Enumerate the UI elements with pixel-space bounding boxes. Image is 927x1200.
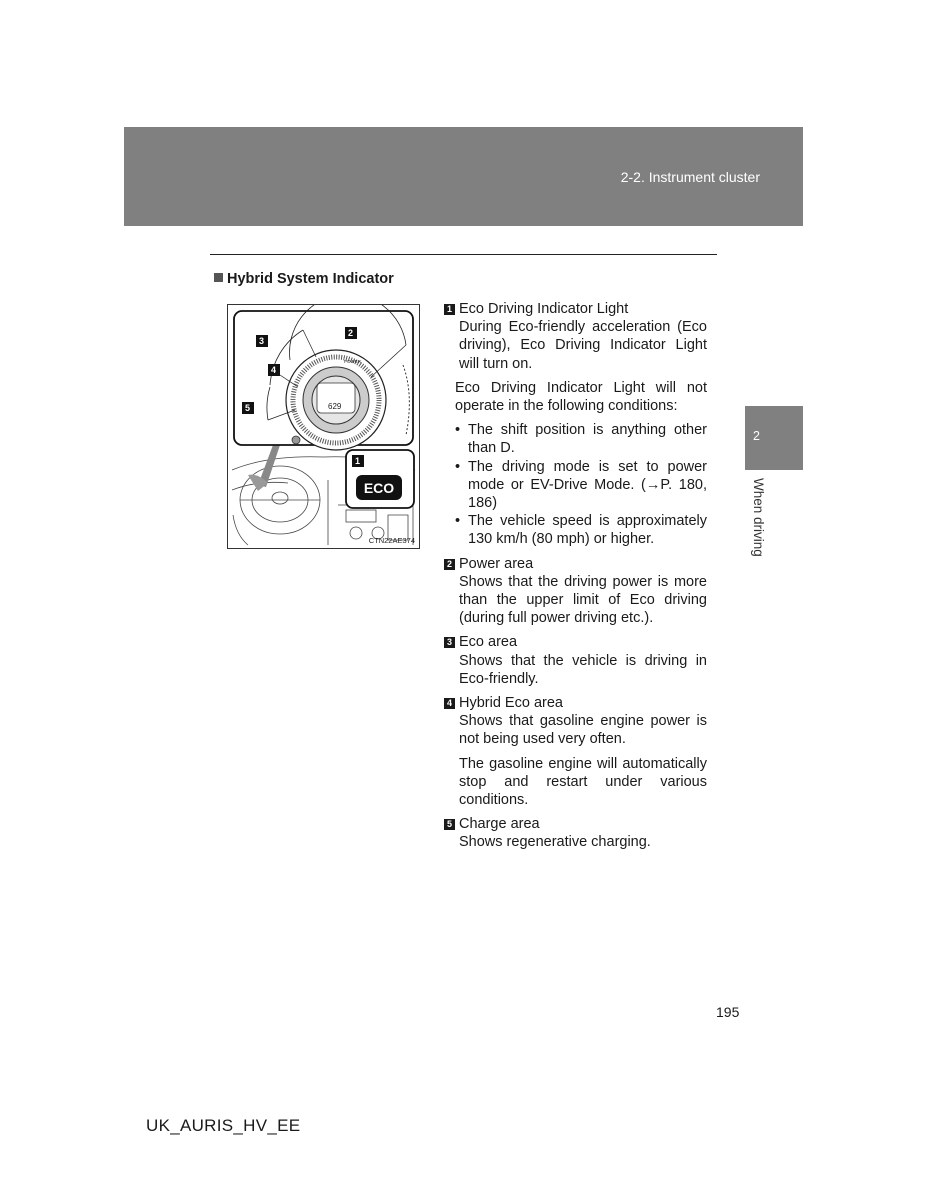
- figure-illustration: [228, 305, 419, 548]
- power-label: POWER: [344, 359, 362, 364]
- item-body-secondary: The gasoline engine will automatically stop and restart under various conditions.: [459, 755, 707, 809]
- item-number: 3: [444, 637, 455, 648]
- description-column: [444, 300, 707, 858]
- divider: [210, 254, 717, 255]
- section-title-text: Hybrid System Indicator: [227, 271, 394, 287]
- list-item: • The shift position is anything other than D.: [455, 421, 707, 457]
- callout-3-label: 3: [259, 336, 265, 346]
- figure-caption: CTN22AE374: [368, 536, 415, 545]
- instrument-figure: [227, 304, 420, 549]
- condition-list: [455, 421, 707, 548]
- chapter-label-text: When driving: [751, 478, 766, 557]
- item-number: 5: [444, 819, 455, 830]
- item-body: Shows that the driving power is more than the upper limit of Eco driving (during full power driving etc.).: [459, 573, 707, 627]
- item-number: 2: [444, 559, 455, 570]
- header-band: [124, 127, 803, 226]
- callout-5-label: 5: [245, 403, 251, 413]
- eco-label: ECO: [363, 480, 395, 496]
- list-item: • The driving mode is set to power mode or EV-Drive Mode. (→P. 180, 186): [455, 458, 707, 513]
- item-title: Charge area: [459, 816, 540, 833]
- document-code: UK_AURIS_HV_EE: [146, 1116, 301, 1135]
- item-body: Shows that the vehicle is driving in Eco-friendly.: [459, 652, 707, 687]
- chapter-tab: [745, 406, 803, 470]
- item-number: 1: [444, 304, 455, 315]
- item-title: Eco area: [459, 634, 518, 651]
- item-power-area: [444, 555, 707, 628]
- chapter-number: 2: [753, 429, 760, 443]
- item-charge-area: [444, 815, 707, 851]
- item-title: Eco Driving Indicator Light: [459, 301, 629, 317]
- section-header: 2-2. Instrument cluster: [620, 169, 760, 185]
- list-item: • The vehicle speed is approximately 130 km/h (80 mph) or higher.: [455, 512, 707, 548]
- item-hybrid-eco-area: [444, 694, 707, 809]
- section-title: [214, 271, 394, 287]
- callout-1-label: 1: [355, 456, 361, 466]
- callout-4-label: 4: [271, 365, 277, 375]
- item-body: During Eco-friendly acceleration (Eco driving), Eco Driving Indicator Light will turn on.: [459, 319, 707, 372]
- item-eco-area: [444, 633, 707, 688]
- page-number: 195: [716, 1004, 740, 1020]
- item-eco-indicator: [444, 300, 707, 549]
- item-note: Eco Driving Indicator Light will not operate in the following conditions:: [455, 379, 707, 415]
- display-value: 629: [328, 402, 342, 411]
- item-number: 4: [444, 698, 455, 709]
- square-bullet-icon: [214, 273, 223, 282]
- item-title: Power area: [459, 555, 534, 572]
- item-title: Hybrid Eco area: [459, 695, 563, 712]
- item-body: Shows that gasoline engine power is not being used very often.: [459, 713, 707, 748]
- chapter-label: [750, 478, 770, 578]
- item-body: Shows regenerative charging.: [459, 834, 651, 851]
- callout-2-label: 2: [348, 328, 354, 338]
